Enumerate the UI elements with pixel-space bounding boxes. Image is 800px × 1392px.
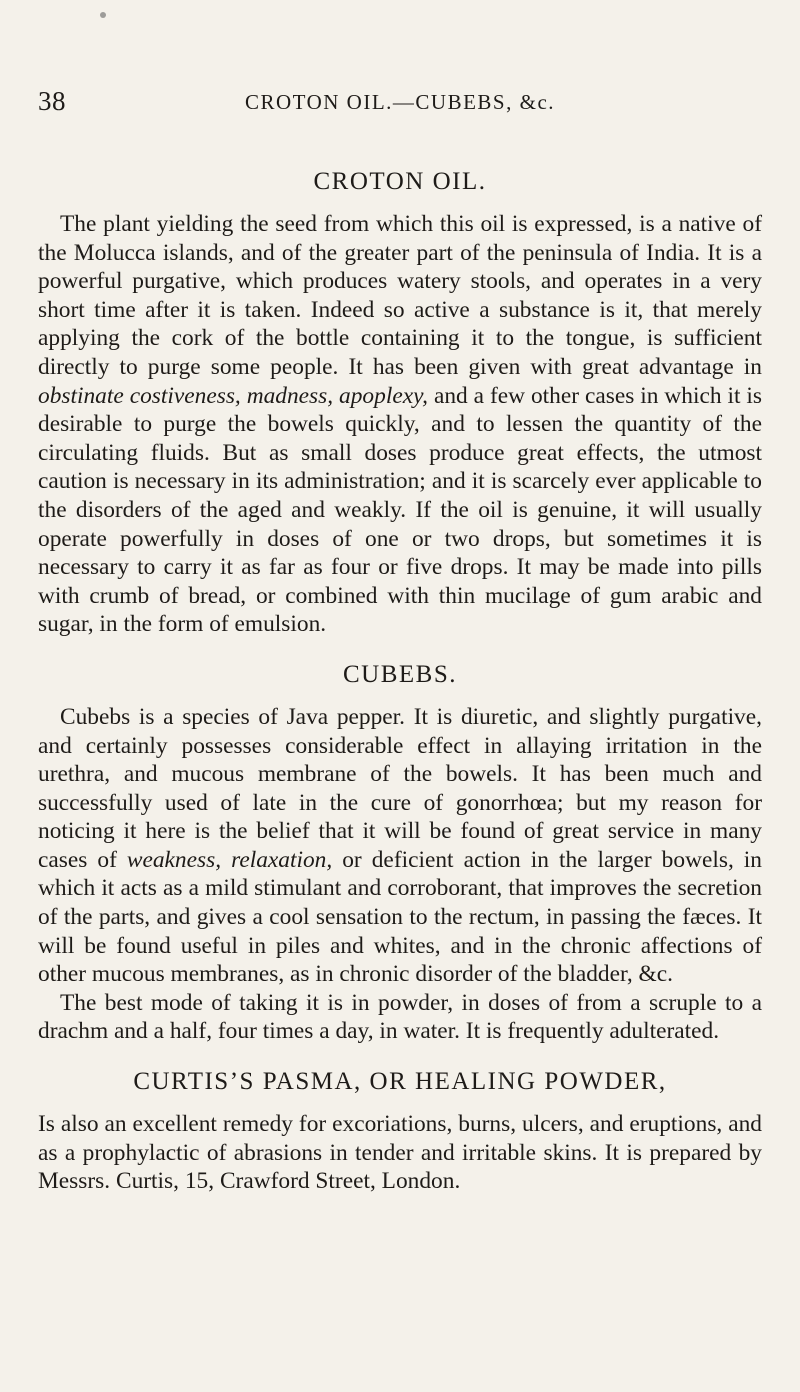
running-head xyxy=(38,86,762,120)
paragraph-croton-oil: The plant yielding the seed from which this oil is expressed, is a native of the Molucca islands, and of the greater part of the peninsula of India. It is a powerful purgative, which produces watery stools, and operates in a very short time after it is taken. Indeed so active a substance is it, that merely applying the cork of the bottle containing it to the tongue, is sufficient directly to purge some people. It has been given with great advantage in obstinate costiveness, madness, apoplexy, and a few other cases in which it is desirable to purge the bowels quickly, and to lessen the quantity of the circulating fluids. But as small doses produce great effects, the utmost caution is necessary in its administration; and it is scarcely ever applicable to the disorders of the aged and weakly. If the oil is genuine, it will usually operate powerfully in doses of one or two drops, but sometimes it is necessary to carry it as far as four or five drops. It may be made into pills with crumb of bread, or combined with thin mucilage of gum arabic and sugar, in the form of emulsion. xyxy=(38,211,762,638)
section-title-croton-oil: CROTON OIL. xyxy=(313,168,487,195)
paragraph-curtis-pasma: Is also an excellent remedy for excoriations, burns, ulcers, and eruptions, and as a prophylactic of abrasions in tender and irritable skins. It is prepared by Messrs. Curtis, 15, Crawford Street, London. xyxy=(38,1111,762,1195)
page-body xyxy=(38,168,762,1196)
running-title: CROTON OIL.—CUBEBS, &c. xyxy=(244,90,556,114)
section-title-curtis-pasma: CURTIS’S PASMA, OR HEALING POWDER, xyxy=(133,1068,667,1096)
speck xyxy=(100,12,106,18)
section-title-cubebs: CUBEBS. xyxy=(342,660,457,688)
emphasis-text: obstinate costiveness, madness, apoplexy, xyxy=(38,382,429,409)
paragraph-cubebs-2: The best mode of taking it is in powder, in doses of from a scruple to a drachm and a half, four times a day, in water. It is frequently adulterated. xyxy=(38,989,762,1045)
page-number: 38 xyxy=(38,86,66,116)
emphasis-text: weakness, relaxation, xyxy=(126,846,333,873)
paragraph-cubebs-1: Cubebs is a species of Java pepper. It is diuretic, and slightly purgative, and certainly possesses considerable effect in allaying irritation in the urethra, and mucous membrane of the bowels. It has been much and successfully used of late in the cure of gonorrhœa; but my reason for noticing it here is the belief that it will be found of great service in many cases of weakness, relaxation, or deficient action in the larger bowels, in which it acts as a mild stimulant and corroborant, that improves the secretion of the parts, and gives a cool sensation to the rectum, in passing the fæces. It will be found useful in piles and whites, and in the chronic affections of other mucous membranes, as in chronic disorder of the bladder, &c. xyxy=(38,703,763,988)
